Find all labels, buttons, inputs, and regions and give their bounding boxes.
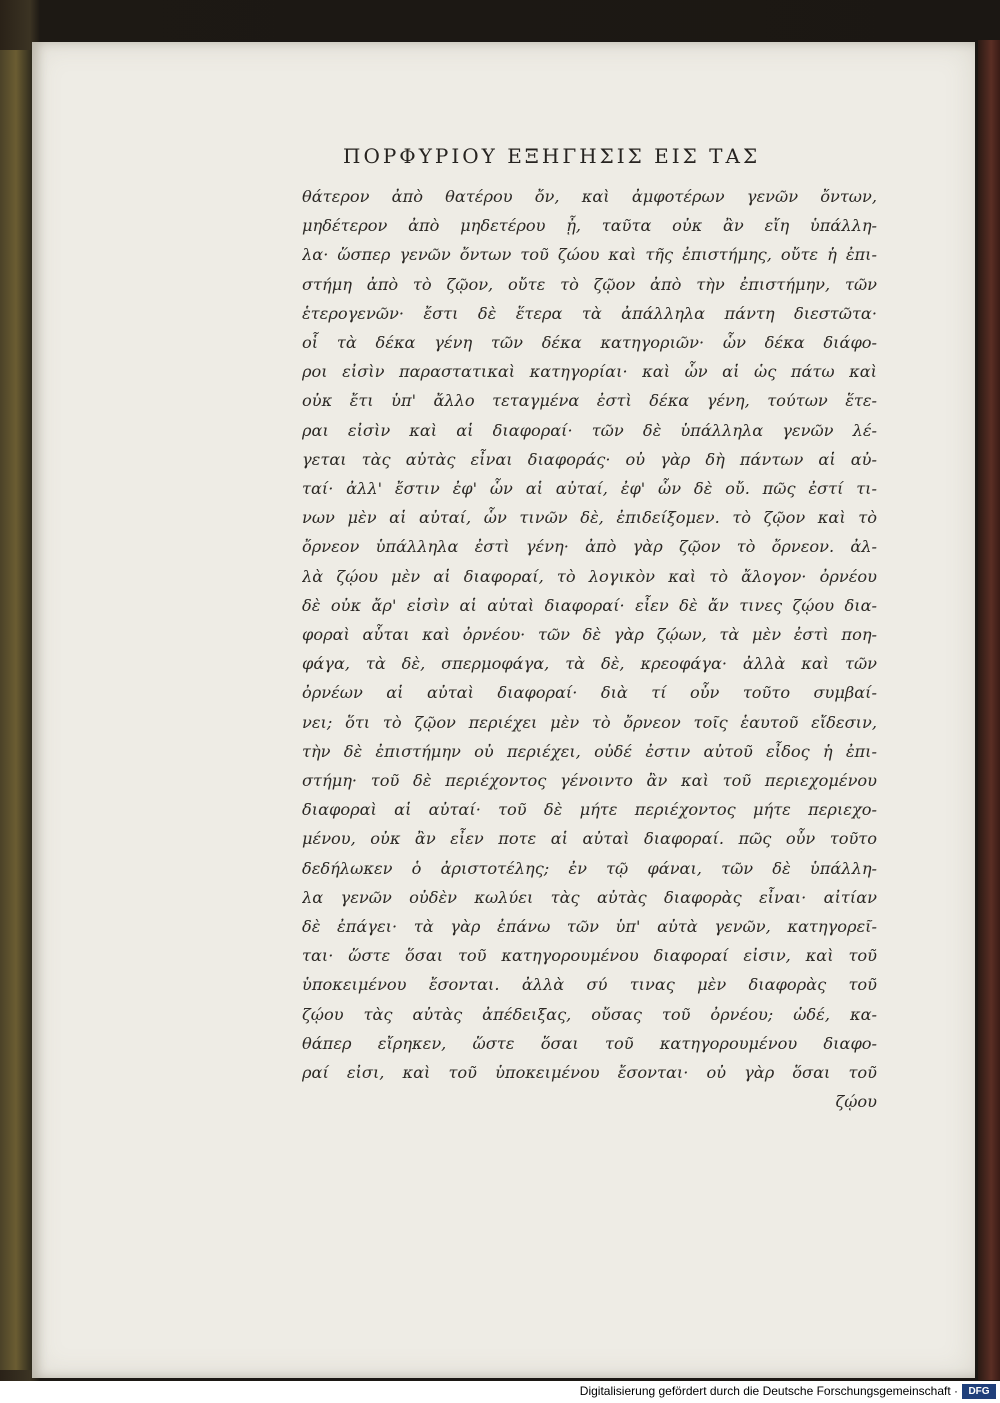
text-line: οἷ τὰ δέκα γένη τῶν δέκα κατηγοριῶν· ὧν δέκα διάφο- bbox=[302, 333, 877, 353]
text-line: λὰ ζῴου μὲν αἱ διαφοραί, τὸ λογικὸν καὶ τὸ ἄλογον· ὀρνέου bbox=[302, 566, 877, 586]
text-line: λα γενῶν οὐδὲν κωλύει τὰς αὐτὰς διαφορὰς εἶναι· αἰτίαν bbox=[302, 887, 877, 907]
text-line: δὲ οὐκ ἄρ' εἰσὶν αἱ αὐταὶ διαφοραί· εἶεν δὲ ἄν τινες ζῴου δια- bbox=[302, 595, 877, 615]
text-line: ἑτερογενῶν· ἔστι δὲ ἕτερα τὰ ἀπάλληλα πάντη διεστῶτα· bbox=[302, 303, 877, 323]
right-binding-edge bbox=[978, 40, 1000, 1380]
text-line: δεδήλωκεν ὁ ἀριστοτέλης; ἐν τῷ φάναι, τῶν δὲ ὑπάλλη- bbox=[302, 858, 877, 878]
text-line: λα· ὥσπερ γενῶν ὄντων τοῦ ζώου καὶ τῆς ἐπιστήμης, οὔτε ἡ ἐπι- bbox=[302, 245, 877, 265]
text-line: ζῴου bbox=[835, 1092, 877, 1112]
running-head: ΠΟΡΦΥΡΙΟΥ ΕΞΗΓΗΣΙΣ ΕΙΣ ΤΑΣ bbox=[343, 144, 761, 168]
text-line: μένου, οὐκ ἂν εἶεν ποτε αἱ αὐταὶ διαφοραί. πῶς οὖν τοῦτο bbox=[302, 829, 877, 849]
text-line: θάτερον ἀπὸ θατέρου ὄν, καὶ ἀμφοτέρων γενῶν ὄντων, bbox=[302, 187, 877, 206]
text-line: ροι εἰσὶν παραστατικαὶ κατηγορίαι· καὶ ὧν αἱ ὡς πάτω καὶ bbox=[302, 362, 877, 382]
text-line: οὐκ ἔτι ὑπ' ἄλλο τεταγμένα ἐστὶ δέκα γένη, τούτων ἕτε- bbox=[302, 391, 877, 411]
text-line: στήμη· τοῦ δὲ περιέχοντος γένοιντο ἂν καὶ τοῦ περιεχομένου bbox=[302, 771, 877, 791]
text-line: ὀρνέων αἱ αὐταὶ διαφοραί· διὰ τί οὖν τοῦτο συμβαί- bbox=[302, 683, 877, 703]
text-line: ραι εἰσὶν καὶ αἱ διαφοραί· τῶν δὲ ὑπάλληλα γενῶν λέ- bbox=[302, 420, 877, 440]
text-line: φάγα, τὰ δὲ, σπερμοφάγα, τὰ δὲ, κρεοφάγα· ἀλλὰ καὶ τῶν bbox=[302, 654, 877, 674]
footer-credit-text: Digitalisierung gefördert durch die Deutsche Forschungsgemeinschaft · bbox=[579, 1384, 958, 1398]
text-line: στήμη ἀπὸ τὸ ζῷον, οὔτε τὸ ζῷον ἀπὸ τὴν ἐπιστήμην, τῶν bbox=[302, 274, 877, 294]
body-text bbox=[302, 182, 877, 1117]
dfg-logo: DFG bbox=[962, 1384, 996, 1399]
text-line: ζῴου τὰς αὐτὰς ἀπέδειξας, οὔσας τοῦ ὀρνέου; ὡδέ, κα- bbox=[302, 1004, 877, 1024]
text-line: ὄρνεον ὑπάλληλα ἐστὶ γένη· ἀπὸ γὰρ ζῷον τὸ ὄρνεον. ἀλ- bbox=[302, 537, 877, 557]
digitization-footer bbox=[0, 1381, 1000, 1403]
text-line: φοραὶ αὗται καὶ ὀρνέου· τῶν δὲ γὰρ ζῴων, τὰ μὲν ἐστὶ ποη- bbox=[302, 625, 877, 645]
left-binding-edge bbox=[0, 50, 32, 1370]
text-line: ραί εἰσι, καὶ τοῦ ὑποκειμένου ἔσονται· οὐ γὰρ ὅσαι τοῦ bbox=[302, 1063, 877, 1083]
text-line: νων μὲν αἱ αὐταί, ὧν τινῶν δὲ, ἐπιδείξομεν. τὸ ζῷον καὶ τὸ bbox=[302, 508, 877, 528]
text-line: δὲ ἐπάγει· τὰ γὰρ ἐπάνω τῶν ὑπ' αὐτὰ γενῶν, κατηγορεῖ- bbox=[302, 917, 877, 937]
text-line: διαφοραὶ αἱ αὐταί· τοῦ δὲ μήτε περιέχοντος μήτε περιεχο- bbox=[302, 800, 877, 820]
text-line: γεται τὰς αὐτὰς εἶναι διαφοράς· οὐ γὰρ δὴ πάντων αἱ αὐ- bbox=[302, 449, 877, 469]
text-line: θάπερ εἴρηκεν, ὥστε ὅσαι τοῦ κατηγορουμένου διαφο- bbox=[302, 1033, 877, 1053]
text-line: μηδέτερον ἀπὸ μηδετέρου ᾖ, ταῦτα οὐκ ἂν εἴη ὑπάλλη- bbox=[302, 216, 877, 236]
text-line: ται· ὥστε ὅσαι τοῦ κατηγορουμένου διαφοραί εἰσιν, καὶ τοῦ bbox=[302, 946, 877, 966]
text-line: τὴν δὲ ἐπιστήμην οὐ περιέχει, οὐδέ ἐστιν αὐτοῦ εἶδος ἡ ἐπι- bbox=[302, 741, 877, 761]
text-line: ὑποκειμένου ἔσονται. ἀλλὰ σύ τινας μὲν διαφορὰς τοῦ bbox=[302, 975, 877, 995]
text-line: ταί· ἀλλ' ἔστιν ἐφ' ὧν αἱ αὐταί, ἐφ' ὧν δὲ οὔ. πῶς ἐστί τι- bbox=[302, 479, 877, 499]
text-line: νει; ὅτι τὸ ζῷον περιέχει μὲν τὸ ὄρνεον τοῖς ἑαυτοῦ εἴδεσιν, bbox=[302, 712, 877, 732]
